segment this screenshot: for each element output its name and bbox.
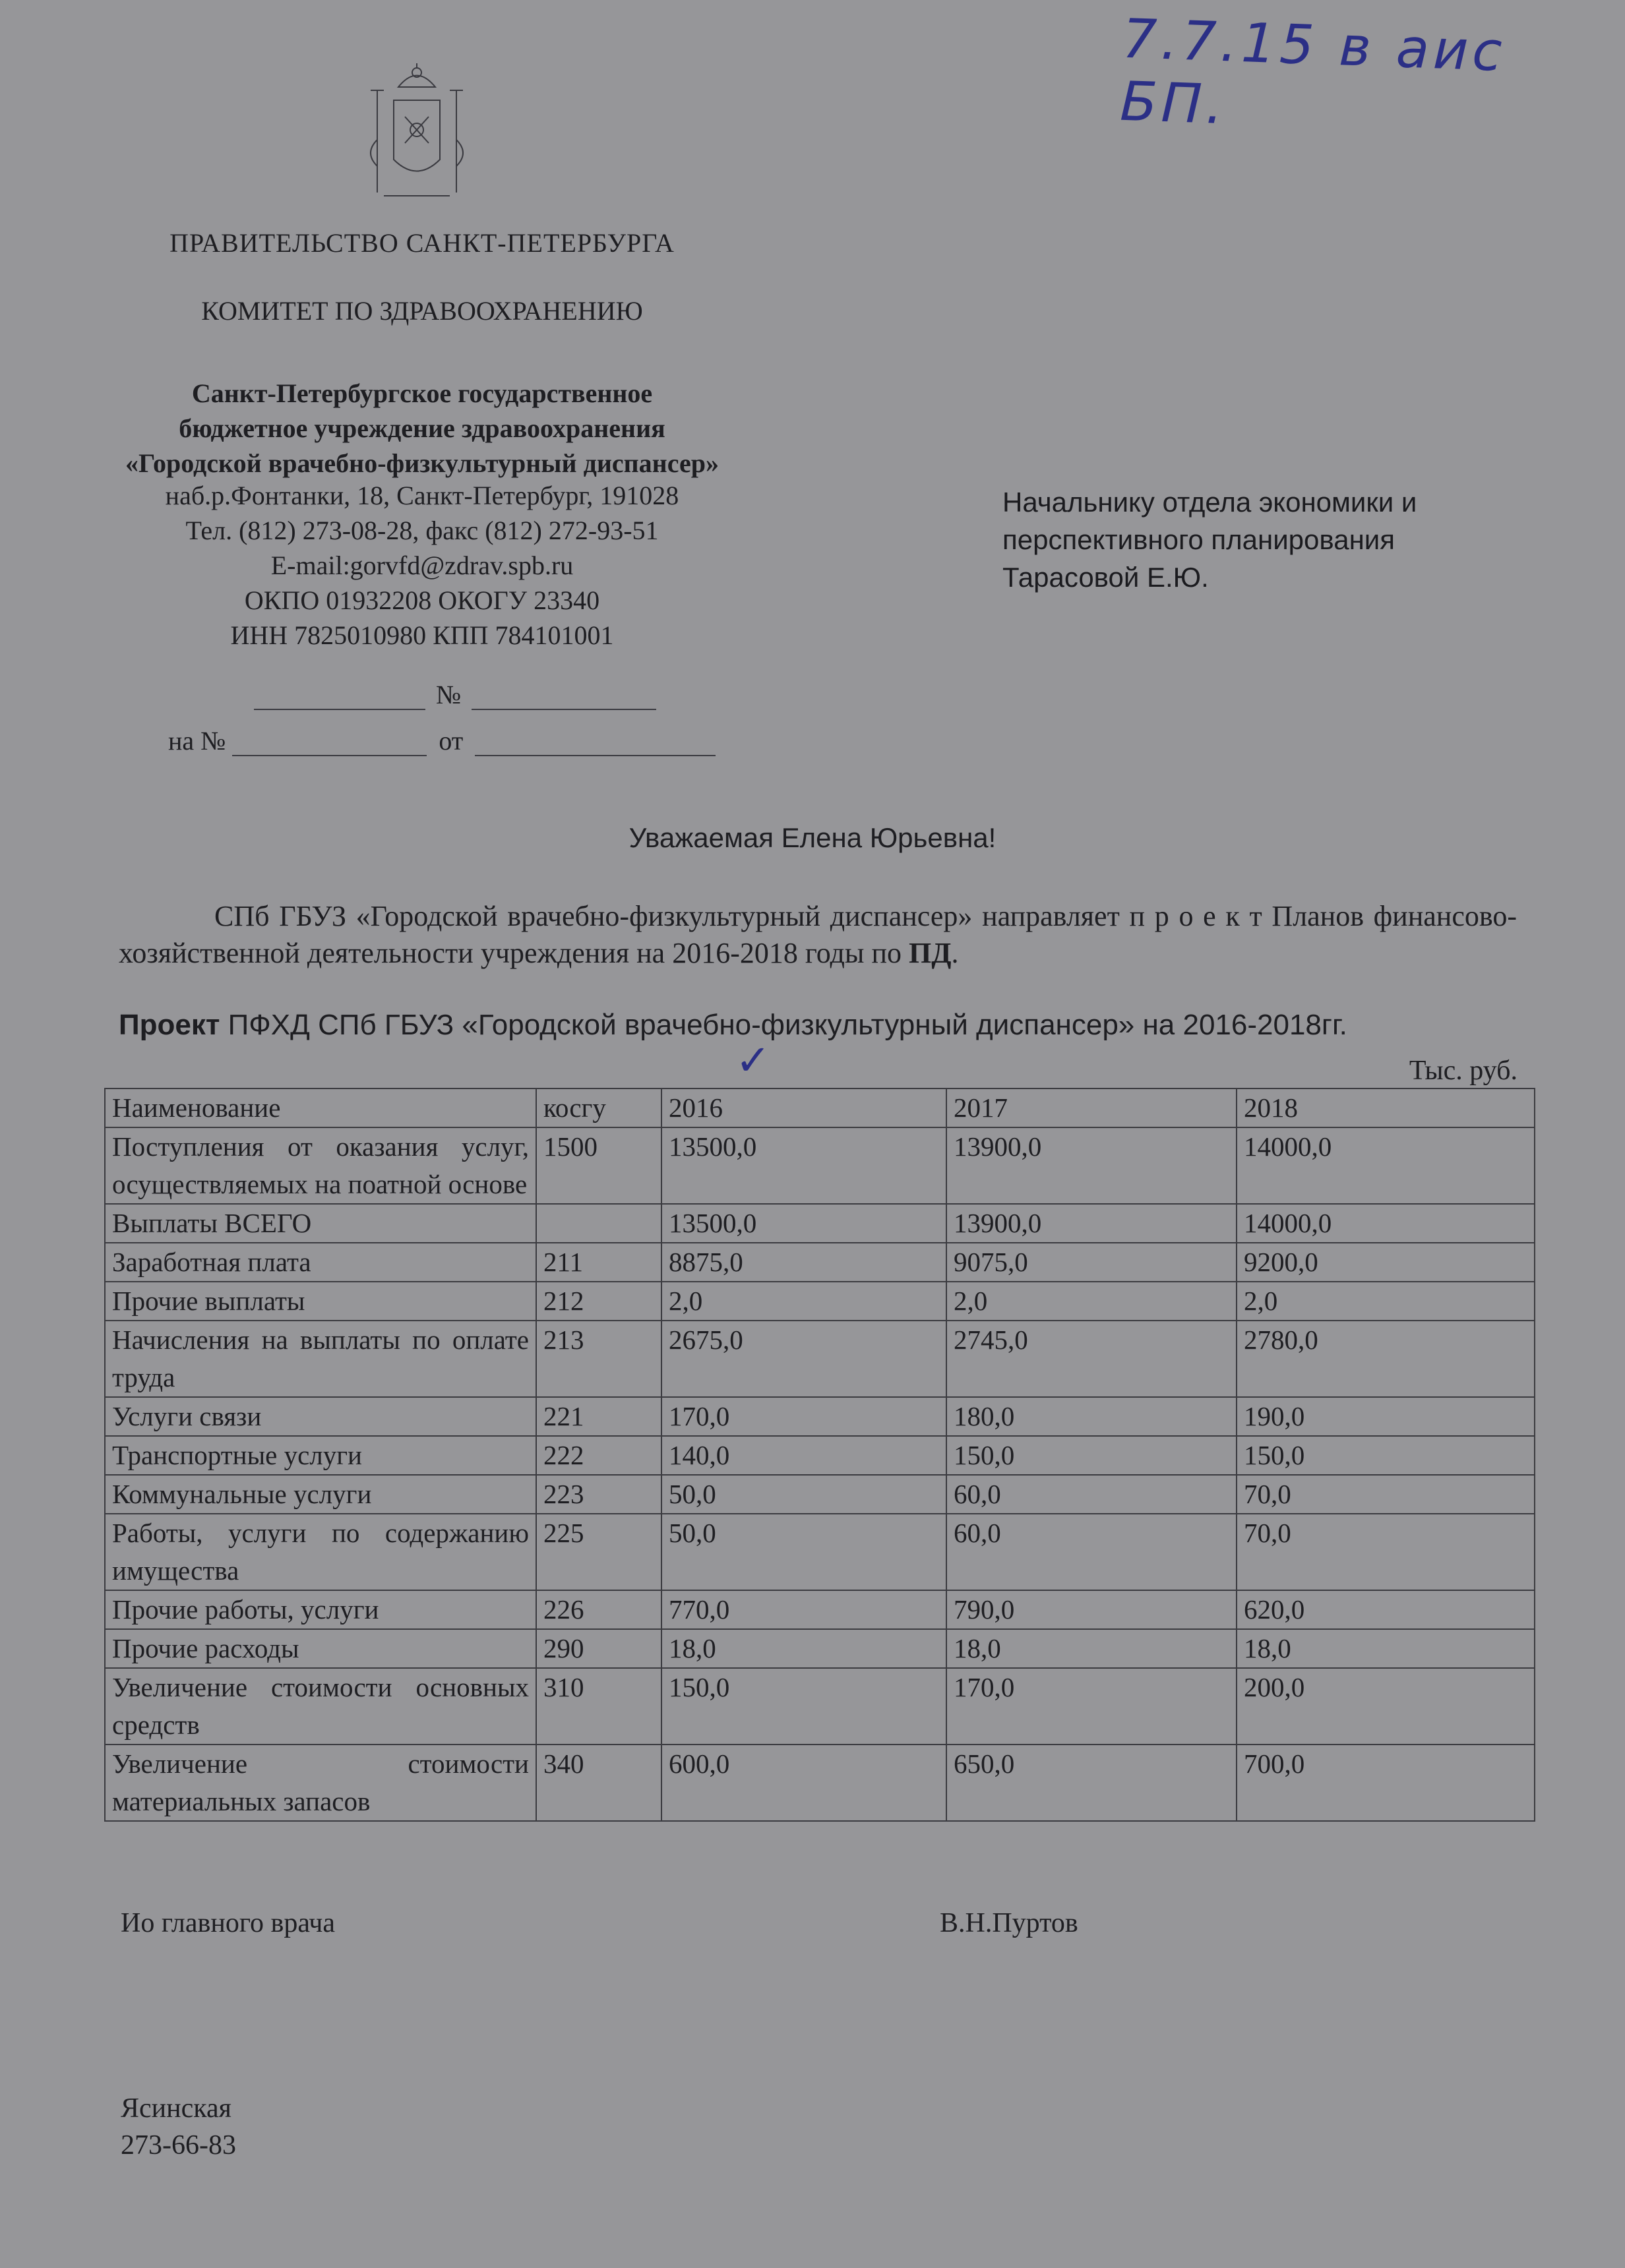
row-2018: 70,0	[1237, 1514, 1535, 1590]
addressee	[1002, 483, 1417, 596]
institution-contacts	[79, 478, 765, 653]
body-bold: ПД	[909, 937, 952, 969]
addressee-line: Тарасовой Е.Ю.	[1002, 562, 1209, 593]
row-2017: 180,0	[946, 1397, 1237, 1436]
handwritten-note: 7.7.15 в аис БП.	[1119, 7, 1508, 137]
body-paragraph	[119, 898, 1517, 972]
table-title	[119, 1009, 1347, 1042]
row-2018: 200,0	[1237, 1668, 1535, 1745]
body-text-end: .	[951, 937, 959, 969]
signer-name: В.Н.Пуртов	[940, 1908, 1078, 1938]
institution-line: «Городской врачебно-физкультурный диспансер»	[125, 448, 719, 478]
table-row	[105, 1475, 1535, 1514]
row-2017: 2,0	[946, 1282, 1237, 1321]
row-kosgu: 290	[536, 1629, 661, 1668]
coat-of-arms-icon	[357, 61, 476, 202]
row-2018: 14000,0	[1237, 1127, 1535, 1204]
row-kosgu: 226	[536, 1590, 661, 1629]
signer-title: Ио главного врача	[121, 1908, 336, 1938]
table-row	[105, 1127, 1535, 1204]
table-row	[105, 1282, 1535, 1321]
row-name: Начисления на выплаты по оплате труда	[105, 1321, 536, 1397]
row-2017: 2745,0	[946, 1321, 1237, 1397]
table-header-row	[105, 1089, 1535, 1127]
committee-name: КОМИТЕТ ПО ЗДРАВООХРАНЕНИЮ	[201, 296, 643, 326]
addressee-line: Начальнику отдела экономики и	[1002, 487, 1417, 518]
registration-line	[254, 679, 656, 710]
salutation: Уважаемая Елена Юрьевна!	[629, 822, 996, 853]
row-2016: 600,0	[661, 1745, 946, 1821]
row-name: Транспортные услуги	[105, 1436, 536, 1475]
row-kosgu: 1500	[536, 1127, 661, 1204]
row-2018: 190,0	[1237, 1397, 1535, 1436]
table-title-rest: ПФХД СПб ГБУЗ «Городской врачебно-физкультурный диспансер» на 2016-2018гг.	[220, 1009, 1347, 1041]
row-2016: 140,0	[661, 1436, 946, 1475]
row-2018: 9200,0	[1237, 1243, 1535, 1282]
row-2016: 8875,0	[661, 1243, 946, 1282]
row-name: Прочие выплаты	[105, 1282, 536, 1321]
contact-line: ОКПО 01932208 ОКОГУ 23340	[244, 585, 600, 615]
row-2016: 150,0	[661, 1668, 946, 1745]
row-2017: 60,0	[946, 1514, 1237, 1590]
row-2016: 13500,0	[661, 1204, 946, 1243]
executor-phone: 273-66-83	[121, 2130, 236, 2161]
row-2017: 60,0	[946, 1475, 1237, 1514]
row-2018: 18,0	[1237, 1629, 1535, 1668]
row-kosgu: 221	[536, 1397, 661, 1436]
row-name: Увеличение стоимости основных средств	[105, 1668, 536, 1745]
row-kosgu: 212	[536, 1282, 661, 1321]
row-name: Коммунальные услуги	[105, 1475, 536, 1514]
row-kosgu: 213	[536, 1321, 661, 1397]
table-row	[105, 1321, 1535, 1397]
row-2018: 2780,0	[1237, 1321, 1535, 1397]
header-name: Наименование	[105, 1089, 536, 1127]
table-row	[105, 1514, 1535, 1590]
table-row	[105, 1745, 1535, 1821]
row-2018: 620,0	[1237, 1590, 1535, 1629]
row-2016: 50,0	[661, 1514, 946, 1590]
executor	[121, 2090, 236, 2164]
executor-name: Ясинская	[121, 2093, 231, 2124]
row-2016: 50,0	[661, 1475, 946, 1514]
row-name: Увеличение стоимости материальных запасов	[105, 1745, 536, 1821]
row-kosgu	[536, 1204, 661, 1243]
table-row	[105, 1204, 1535, 1243]
table-row	[105, 1590, 1535, 1629]
table-title-bold: Проект	[119, 1009, 220, 1041]
reference-line	[168, 725, 716, 756]
addressee-line: перспективного планирования	[1002, 524, 1395, 555]
row-2016: 770,0	[661, 1590, 946, 1629]
body-text: СПб ГБУЗ «Городской врачебно-физкультурный диспансер» направляет п р о е к т Планов финансово-хозяйственной деятельности учреждения на 2016-2018 годы по	[119, 900, 1517, 969]
header-2018: 2018	[1237, 1089, 1535, 1127]
row-kosgu: 225	[536, 1514, 661, 1590]
contact-line: ИНН 7825010980 КПП 784101001	[230, 620, 614, 650]
table-row	[105, 1436, 1535, 1475]
row-2016: 18,0	[661, 1629, 946, 1668]
row-2017: 9075,0	[946, 1243, 1237, 1282]
checkmark-icon: ✓	[735, 1036, 771, 1085]
table-row	[105, 1397, 1535, 1436]
row-name: Поступления от оказания услуг, осуществляемых на поатной основе	[105, 1127, 536, 1204]
contact-line: наб.р.Фонтанки, 18, Санкт-Петербург, 191028	[165, 481, 679, 510]
row-2017: 790,0	[946, 1590, 1237, 1629]
institution-line: бюджетное учреждение здравоохранения	[179, 413, 665, 443]
row-2018: 700,0	[1237, 1745, 1535, 1821]
contact-line: E-mail:gorvfd@zdrav.spb.ru	[270, 551, 574, 580]
government-name: ПРАВИТЕЛЬСТВО САНКТ-ПЕТЕРБУРГА	[169, 228, 675, 258]
row-name: Прочие работы, услуги	[105, 1590, 536, 1629]
contact-line: Тел. (812) 273-08-28, факс (812) 272-93-51	[185, 516, 659, 545]
row-2018: 150,0	[1237, 1436, 1535, 1475]
header-2016: 2016	[661, 1089, 946, 1127]
row-kosgu: 223	[536, 1475, 661, 1514]
row-kosgu: 310	[536, 1668, 661, 1745]
reg-number-label: №	[436, 680, 462, 709]
row-name: Услуги связи	[105, 1397, 536, 1436]
header-kosgu: косгу	[536, 1089, 661, 1127]
row-2017: 13900,0	[946, 1127, 1237, 1204]
row-2016: 2,0	[661, 1282, 946, 1321]
row-name: Заработная плата	[105, 1243, 536, 1282]
row-name: Выплаты ВСЕГО	[105, 1204, 536, 1243]
header-2017: 2017	[946, 1089, 1237, 1127]
institution-line: Санкт-Петербургское государственное	[191, 378, 653, 408]
ref-date-label: от	[439, 726, 464, 756]
units-label: Тыс. руб.	[1409, 1056, 1518, 1086]
row-2017: 13900,0	[946, 1204, 1237, 1243]
row-kosgu: 211	[536, 1243, 661, 1282]
row-2017: 170,0	[946, 1668, 1237, 1745]
row-2017: 18,0	[946, 1629, 1237, 1668]
row-2016: 2675,0	[661, 1321, 946, 1397]
row-2017: 650,0	[946, 1745, 1237, 1821]
row-2018: 2,0	[1237, 1282, 1535, 1321]
row-2018: 14000,0	[1237, 1204, 1535, 1243]
table-row	[105, 1243, 1535, 1282]
table-row	[105, 1668, 1535, 1745]
financial-plan-table	[104, 1088, 1535, 1822]
row-kosgu: 340	[536, 1745, 661, 1821]
table-row	[105, 1629, 1535, 1668]
row-2018: 70,0	[1237, 1475, 1535, 1514]
ref-label: на №	[168, 726, 226, 756]
letter-body	[119, 898, 1517, 972]
row-2017: 150,0	[946, 1436, 1237, 1475]
row-kosgu: 222	[536, 1436, 661, 1475]
row-name: Прочие расходы	[105, 1629, 536, 1668]
row-2016: 13500,0	[661, 1127, 946, 1204]
row-name: Работы, услуги по содержанию имущества	[105, 1514, 536, 1590]
institution-name	[79, 376, 765, 481]
row-2016: 170,0	[661, 1397, 946, 1436]
